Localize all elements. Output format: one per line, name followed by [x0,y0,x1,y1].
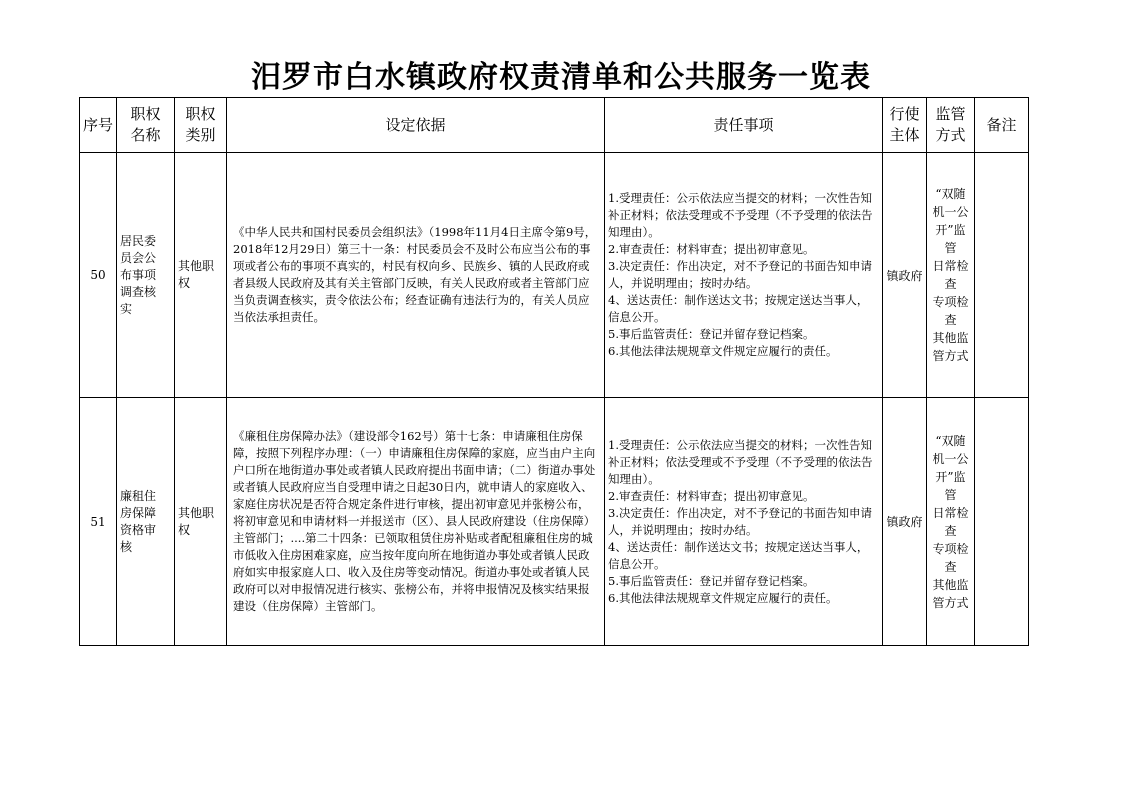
header-authority-type: 职权 类别 [175,98,227,153]
table-row [80,153,1029,398]
header-authority-name: 职权 名称 [117,98,175,153]
row-responsibility: 1.受理责任：公示依法应当提交的材料；一次性告知补正材料；依法受理或不予受理（不予受理的依法告知理由）。 2.审查责任：材料审查；提出初审意见。 3.决定责任：作出决定，对不予登记的书面告知申请人，并说明理由；按时办结。 4、送达责任：制作送达文书；按规定送达当事人，信息公开。 5.事后监管责任：登记并留存登记档案。 6.其他法律法规规章文件规定应履行的责任。 [605,153,883,398]
row-supervision: “双随 机一公 开”监 管 日常检 查 专项检 查 其他监 管方式 [927,398,975,646]
header-seq: 序号 [80,98,117,153]
row-authority-name: 廉租住 房保障 资格审 核 [117,398,175,646]
row-seq: 50 [80,153,117,398]
page-title: 汨罗市白水镇政府权责清单和公共服务一览表 [251,60,871,95]
row-remarks [975,398,1029,646]
header-actor: 行使 主体 [883,98,927,153]
header-legal-basis: 设定依据 [227,98,605,153]
row-supervision: “双随 机一公 开”监 管 日常检 查 专项检 查 其他监 管方式 [927,153,975,398]
row-authority-name: 居民委 员会公 布事项 调查核 实 [117,153,175,398]
row-authority-type: 其他职 权 [175,153,227,398]
responsibility-table [79,97,1029,646]
row-responsibility: 1.受理责任：公示依法应当提交的材料；一次性告知补正材料；依法受理或不予受理（不予受理的依法告知理由）。 2.审查责任：材料审查；提出初审意见。 3.决定责任：作出决定，对不予登记的书面告知申请人，并说明理由；按时办结。 4、送达责任：制作送达文书；按规定送达当事人，信息公开。 5.事后监管责任：登记并留存登记档案。 6.其他法律法规规章文件规定应履行的责任。 [605,398,883,646]
row-authority-type: 其他职 权 [175,398,227,646]
header-remarks: 备注 [975,98,1029,153]
row-legal-basis: 《中华人民共和国村民委员会组织法》（1998年11月4日主席令第9号，2018年12月29日）第三十一条：村民委员会不及时公布应当公布的事项或者公布的事项不真实的，村民有权向乡、民族乡、镇的人民政府或者县级人民政府及其有关主管部门反映，有关人民政府或者主管部门应当负责调查核实，责令依法公布；经查证确有违法行为的，有关人员应当依法承担责任。 [227,153,605,398]
row-legal-basis: 《廉租住房保障办法》（建设部令162号）第十七条：申请廉租住房保障，按照下列程序办理：（一）申请廉租住房保障的家庭，应当由户主向户口所在地街道办事处或者镇人民政府提出书面申请；（二）街道办事处或者镇人民政府应当自受理申请之日起30日内，就申请人的家庭收入、家庭住房状况是否符合规定条件进行审核，提出初审意见并张榜公布，将初审意见和申请材料一并报送市（区）、县人民政府建设（住房保障）主管部门；....第二十四条：已领取租赁住房补贴或者配租廉租住房的城市低收入住房困难家庭，应当按年度向所在地街道办事处或者镇人民政府如实申报家庭人口、收入及住房等变动情况。街道办事处或者镇人民政府可以对申报情况进行核实、张榜公布，并将申报情况及核实结果报建设（住房保障）主管部门。 [227,398,605,646]
header-supervision: 监管 方式 [927,98,975,153]
row-seq: 51 [80,398,117,646]
row-actor: 镇政府 [883,153,927,398]
row-actor: 镇政府 [883,398,927,646]
row-remarks [975,153,1029,398]
table-row [80,398,1029,646]
header-responsibility: 责任事项 [605,98,883,153]
header-row [80,98,1029,153]
